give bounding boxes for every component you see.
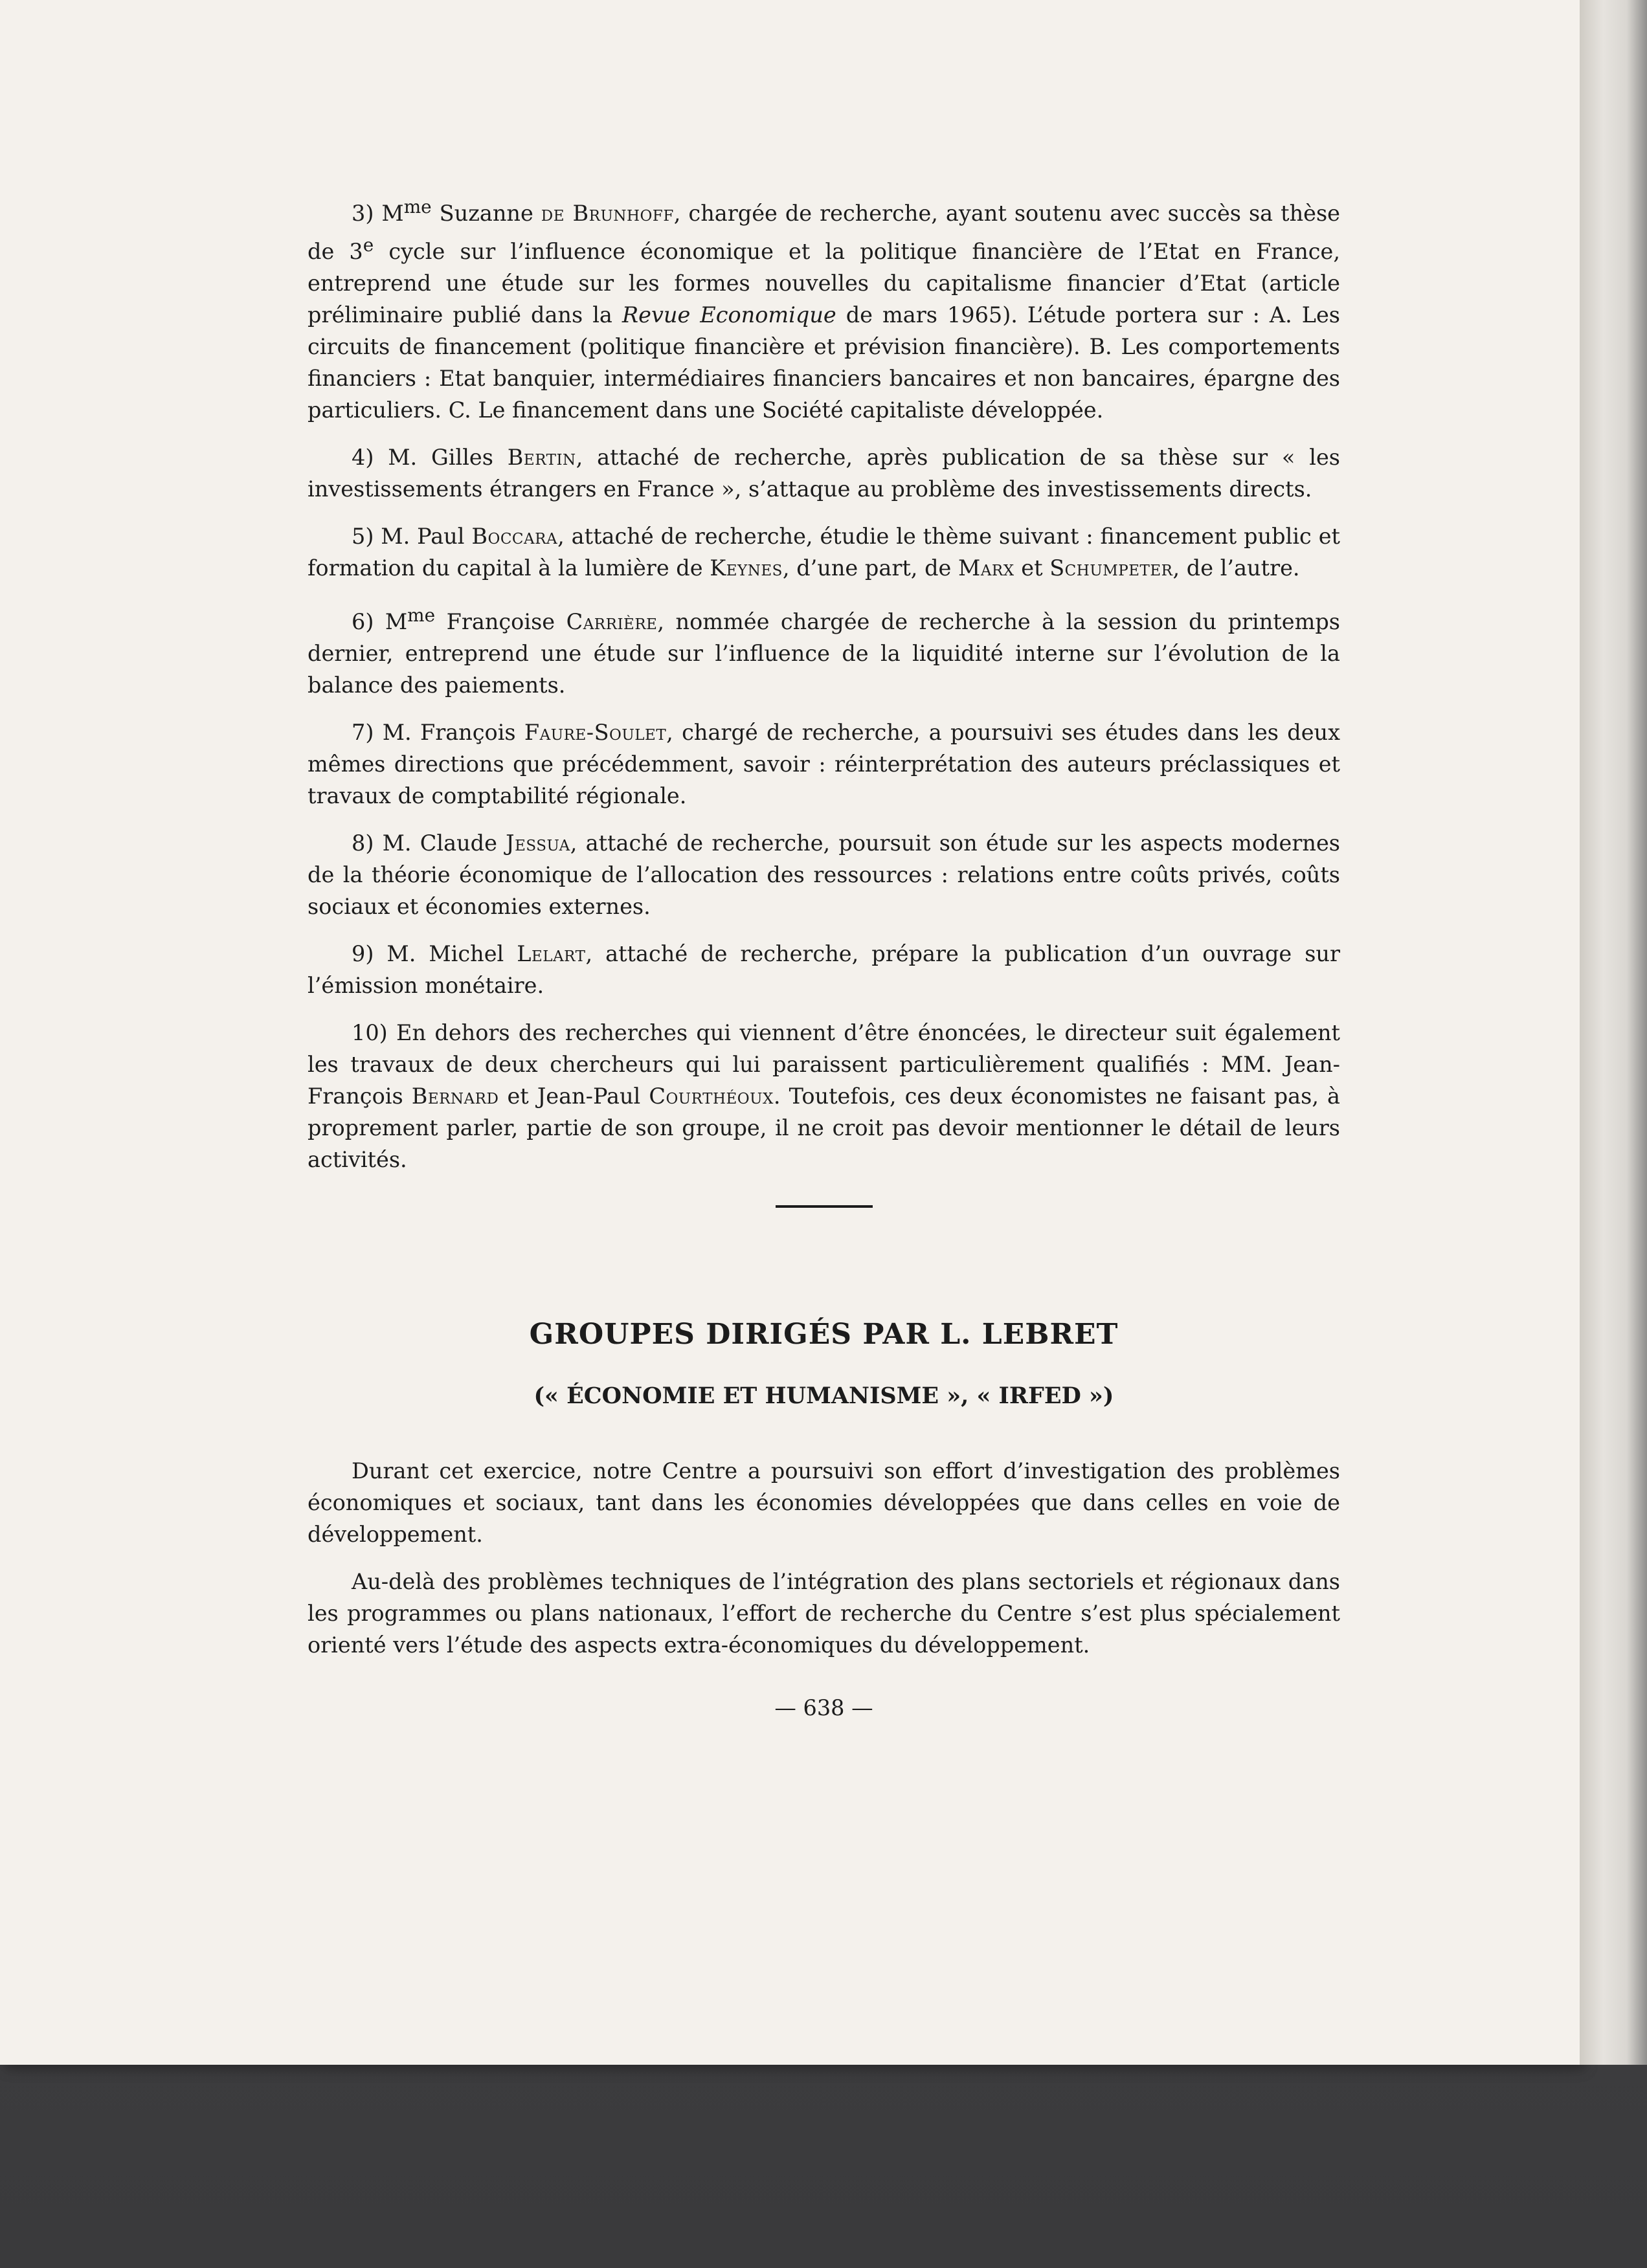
text: En dehors des recherches qui viennent d’être énoncées, le directeur suit également les travaux de deux chercheurs qui lui paraissent particulièrement qualifiés : MM. Jean-François (308, 1020, 1340, 1109)
person-name: Boccara (471, 524, 558, 550)
paragraph-number: 10) (352, 1020, 388, 1046)
journal-title: Revue Economique (622, 302, 836, 328)
text: Françoise (435, 609, 566, 635)
text: M (385, 609, 408, 635)
text: M (381, 201, 404, 227)
superscript: me (407, 605, 436, 627)
person-name: Schumpeter (1049, 555, 1173, 581)
section-subheading: (« ÉCONOMIE ET HUMANISME », « IRFED ») (533, 1383, 1114, 1410)
paragraph-number: 3) (352, 201, 374, 227)
person-name: de Brunhoff (541, 201, 674, 227)
person-name: Jessua (506, 830, 570, 856)
person-name: Carrière (566, 609, 658, 635)
person-name: Bernard (411, 1084, 499, 1109)
person-name: Marx (958, 555, 1014, 581)
paragraph-number: 5) (352, 524, 374, 550)
text: , attaché de recherche, après publication de sa thèse sur « les investissements étrangers en France », s’attaque au problème des investissements directs. (308, 445, 1341, 502)
paragraph-number: 6) (352, 609, 374, 635)
paragraph-8 (308, 827, 1340, 922)
text: M. Michel (387, 941, 517, 967)
page-content (308, 191, 1340, 1746)
superscript: me (403, 196, 432, 217)
text: et (1014, 555, 1050, 581)
text: et Jean-Paul (499, 1084, 649, 1109)
person-name: Keynes (710, 555, 783, 581)
paragraph-5 (308, 520, 1340, 584)
page-number: — 638 — (774, 1695, 873, 1721)
text: , attaché de recherche, poursuit son étude sur les aspects modernes de la théorie économique de l’allocation des ressources : relations entre coûts privés, coûts sociaux et économies externes. (308, 830, 1340, 920)
text: , chargée de recherche, ayant soutenu avec succès sa thèse de 3 (308, 201, 1341, 265)
text: de mars 1965). L’étude portera sur : A. Les circuits de financement (politique financière et prévision financière). B. Les comportements financiers : Etat banquier, intermédiaires financiers bancaires et non bancaires, épargne des particuliers. C. Le financement dans une Société capitaliste développée. (308, 302, 1341, 423)
text: , d’une part, de (782, 555, 959, 581)
text: , attaché de recherche, étudie le thème suivant : financement public et formation du capital à la lumière de (308, 524, 1340, 581)
person-name: Bertin (507, 445, 576, 471)
text: . Toutefois, ces deux économistes ne faisant pas, à proprement parler, partie de son groupe, il ne croit pas devoir mentionner le détail de leurs activités. (308, 1084, 1340, 1173)
page-edge (1580, 0, 1647, 2065)
superscript: e (363, 234, 374, 256)
section-divider (776, 1205, 873, 1208)
section-paragraph-1: Durant cet exercice, notre Centre a poursuivi son effort d’investigation des problèmes économiques et sociaux, tant dans les économies développées que dans celles en voie de développement. (308, 1458, 1340, 1548)
person-name: Faure-Soulet (524, 720, 667, 746)
text: , chargé de recherche, a poursuivi ses études dans les deux mêmes directions que précédemment, savoir : réinterprétation des auteurs préclassiques et travaux de comptabilité régionale. (308, 720, 1341, 809)
paragraph-6 (308, 599, 1340, 701)
paragraph-number: 4) (352, 445, 374, 471)
person-name: Lelart (517, 941, 586, 967)
paragraph-number: 9) (352, 941, 374, 967)
text: , de l’autre. (1172, 555, 1300, 581)
section-paragraph-2: Au-delà des problèmes techniques de l’intégration des plans sectoriels et régionaux dans les programmes ou plans nationaux, l’effort de recherche du Centre s’est plus spécialement orienté vers l’étude des aspects extra-économiques du développement. (308, 1569, 1340, 1658)
paragraph-9 (308, 938, 1340, 1001)
paragraph-4 (308, 441, 1340, 505)
text: M. Claude (382, 830, 506, 856)
section-heading: GROUPES DIRIGÉS PAR L. LEBRET (529, 1318, 1119, 1351)
person-name: Courthéoux (649, 1084, 774, 1109)
text: , nommée chargée de recherche à la session du printemps dernier, entreprend une étude sur l’influence de la liquidité interne sur l’évolution de la balance des paiements. (308, 609, 1341, 698)
text: M. Paul (381, 524, 472, 550)
paragraph-10 (308, 1017, 1340, 1175)
text: M. François (382, 720, 524, 746)
text: Suzanne (431, 201, 541, 227)
paragraph-7 (308, 717, 1340, 812)
text: , attaché de recherche, prépare la publication d’un ouvrage sur l’émission monétaire. (308, 941, 1341, 999)
text: cycle sur l’influence économique et la politique financière de l’Etat en France, entreprend une étude sur les formes nouvelles du capitalisme financier d’Etat (article préliminaire publié dans la (308, 239, 1340, 328)
paragraph-number: 8) (352, 830, 374, 856)
paragraph-number: 7) (352, 720, 374, 746)
paragraph-3 (308, 191, 1340, 426)
text: M. Gilles (388, 445, 508, 471)
